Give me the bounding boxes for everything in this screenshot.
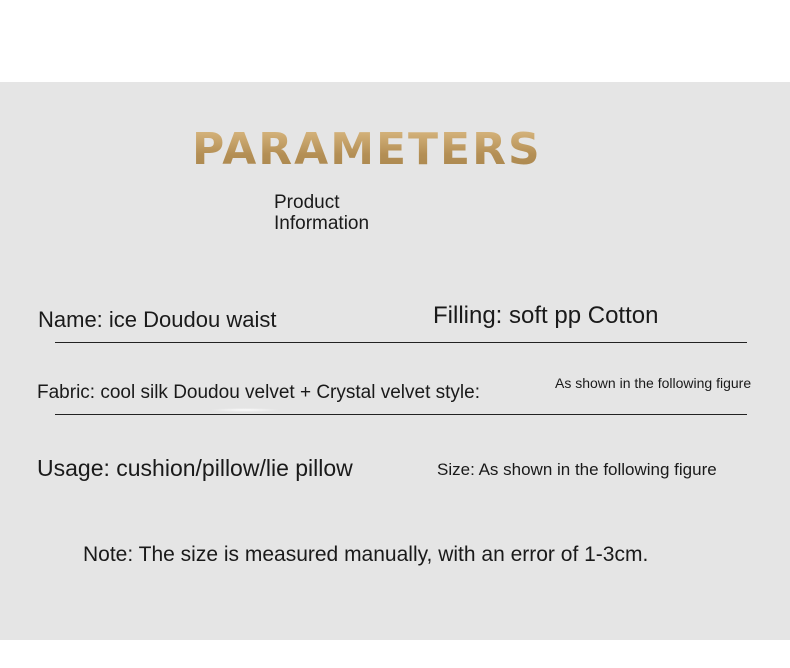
param-size: Size: As shown in the following figure (437, 460, 717, 479)
param-fabric: Fabric: cool silk Doudou velvet + Crystal velvet style: (37, 382, 480, 403)
subtitle-line-2: Information (274, 213, 370, 234)
param-filling: Filling: soft pp Cotton (433, 302, 659, 329)
param-usage: Usage: cushion/pillow/lie pillow (37, 455, 353, 481)
page-title: PARAMETERS (192, 124, 542, 175)
size-note: Note: The size is measured manually, with an error of 1-3cm. (83, 543, 649, 566)
divider-2 (55, 414, 747, 415)
param-name: Name: ice Doudou waist (38, 307, 277, 332)
divider-highlight (210, 408, 280, 412)
param-fabric-value: As shown in the following figure (555, 375, 752, 391)
divider-1 (55, 342, 747, 343)
page-subtitle (274, 192, 434, 234)
subtitle-line-1: Product (274, 192, 340, 213)
